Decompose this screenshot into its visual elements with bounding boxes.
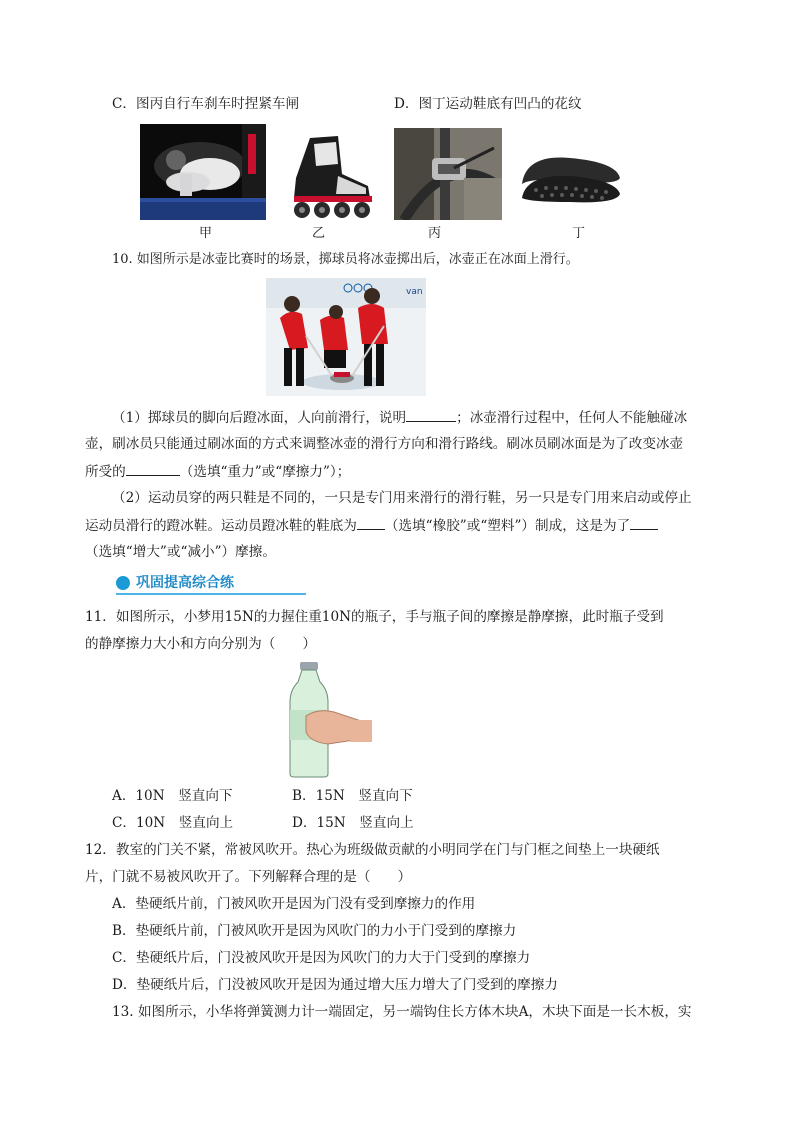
q11-option-a[interactable]: A．10N 竖直向下 — [112, 788, 233, 804]
q9-option-d: D．图丁运动鞋底有凹凸的花纹 — [394, 96, 582, 112]
q11-stem-line1: 11．如图所示，小梦用15N的力握住重10N的瓶子，手与瓶子间的摩擦是静摩擦，此时瓶子受到 — [85, 609, 664, 625]
photo-inline-skate — [280, 134, 378, 220]
q12-stem-line2: 片，门就不易被风吹开了。下列解释合理的是（ ） — [85, 869, 412, 885]
olympic-sign-text: van — [406, 287, 423, 297]
q12-option-c[interactable]: C．垫硬纸片后，门没被风吹开是因为风吹门的力大于门受到的摩擦力 — [112, 950, 531, 966]
caption-bing: 丙 — [428, 226, 442, 241]
q10-part2-line1: （2）运动员穿的两只鞋是不同的，一只是专门用来滑行的滑行鞋，另一只是专门用来启动或停止 — [112, 490, 692, 506]
q11-option-b[interactable]: B．15N 竖直向下 — [292, 788, 413, 804]
q12-stem-line1: 12．教室的门关不紧，常被风吹开。热心为班级做贡献的小明同学在门与门框之间垫上一块硬纸 — [85, 842, 660, 858]
caption-yi: 乙 — [312, 226, 326, 241]
q10-blank-2[interactable] — [126, 461, 180, 476]
q11-option-c[interactable]: C．10N 竖直向上 — [112, 815, 234, 831]
section-bullet-icon — [116, 576, 130, 590]
q12-option-a[interactable]: A．垫硬纸片前，门被风吹开是因为门没有受到摩擦力的作用 — [112, 896, 476, 912]
q10-stem: 10. 如图所示是冰壶比赛时的场景，掷球员将冰壶掷出后，冰壶正在冰面上滑行。 — [112, 252, 579, 267]
section-heading — [116, 572, 306, 596]
q10-part2-line2: 运动员滑行的蹬冰鞋。运动员蹬冰鞋的鞋底为 （选填“橡胶”或“塑料”）制成，这是为了 — [85, 515, 658, 536]
q10-blank-1[interactable] — [406, 407, 456, 422]
q12-option-b[interactable]: B．垫硬纸片前，门被风吹开是因为风吹门的力小于门受到的摩擦力 — [112, 923, 517, 939]
q10-blank-4[interactable] — [630, 515, 658, 530]
photo-shoe-soles — [516, 148, 624, 212]
q10-part1-line1: （1）掷球员的脚向后蹬冰面，人向前滑行，说明 ；冰壶滑行过程中，任何人不能触碰冰 — [112, 407, 687, 428]
q13-stem-line1: 13. 如图所示，小华将弹簧测力计一端固定，另一端钩住长方体木块A，木块下面是一长木板，实 — [112, 1004, 692, 1020]
photo-curling — [266, 278, 426, 396]
caption-ding: 丁 — [572, 226, 586, 241]
caption-jia: 甲 — [199, 226, 213, 241]
q12-option-d[interactable]: D．垫硬纸片后，门没被风吹开是因为通过增大压力增大了门受到的摩擦力 — [112, 977, 558, 993]
q9-option-c: C．图丙自行车刹车时捏紧车闸 — [112, 96, 300, 112]
illustration-bottle-hand — [288, 662, 378, 778]
photo-chalk-hands — [140, 124, 266, 220]
q11-option-d[interactable]: D．15N 竖直向上 — [292, 815, 414, 831]
q11-stem-line2: 的静摩擦力大小和方向分别为（ ） — [85, 636, 317, 652]
q10-blank-3[interactable] — [357, 515, 385, 530]
photo-bicycle-brake — [394, 128, 502, 220]
q10-part1-line2: 壶，刷冰员只能通过刷冰面的方式来调整冰壶的滑行方向和滑行路线。刷冰员刷冰面是为了改变冰壶 — [85, 436, 684, 452]
q10-part2-line3: （选填“增大”或“减小”）摩擦。 — [85, 544, 276, 560]
q10-part1-line3: 所受的 （选填“重力”或“摩擦力”）； — [85, 461, 350, 482]
section-title: 巩固提高综合练 — [136, 575, 234, 591]
